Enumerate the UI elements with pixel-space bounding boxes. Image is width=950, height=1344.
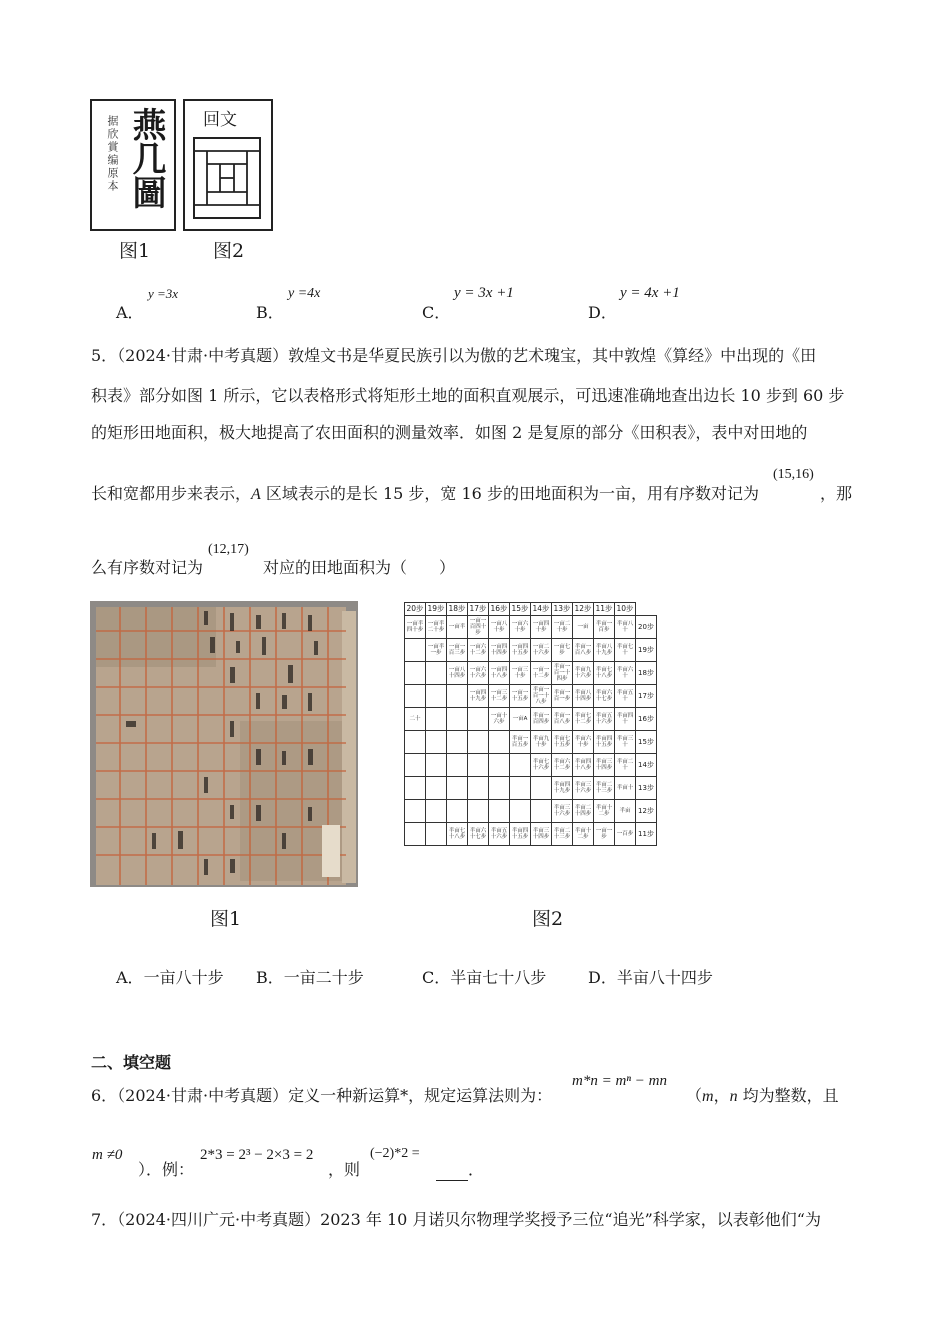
- table-cell: [531, 800, 552, 823]
- q6-answer-blank[interactable]: [436, 1162, 468, 1181]
- table-header-cell: 12步: [573, 603, 594, 616]
- table-cell: 半亩一百步: [594, 616, 615, 639]
- q5-line-2: 积表》部分如图 1 所示，它以表格形式将矩形土地的面积直观展示，可迅速准确地查出边长 10 步到 60 步: [91, 386, 845, 405]
- table-cell: 半亩九十六步: [573, 662, 594, 685]
- tianji-table: [404, 602, 657, 846]
- table-row-label: 20步: [636, 616, 657, 639]
- table-cell: 半亩一百四步: [531, 708, 552, 731]
- table-cell: 半亩六十二步: [552, 754, 573, 777]
- table-cell: [468, 708, 489, 731]
- table-cell: 一亩四十八步: [489, 662, 510, 685]
- table-row: [405, 754, 657, 777]
- table-row-label: 13步: [636, 777, 657, 800]
- fig2-huiwen: [183, 99, 273, 231]
- table-cell: [489, 754, 510, 777]
- table-cell: 半亩一百八步: [552, 708, 573, 731]
- table-cell: [447, 800, 468, 823]
- table-cell: 半亩一百一十四步: [552, 662, 573, 685]
- table-cell: [426, 685, 447, 708]
- table-header-cell: 15步: [510, 603, 531, 616]
- q5-option-d[interactable]: [588, 965, 713, 988]
- table-cell: 半亩一百八步: [573, 639, 594, 662]
- table-cell: [426, 800, 447, 823]
- q6-line-2a: ）．例：: [138, 1160, 195, 1179]
- fig1-caption-top: 图1: [119, 240, 151, 262]
- table-cell: 半亩六十七步: [594, 685, 615, 708]
- table-cell: 半亩六十步: [573, 731, 594, 754]
- table-header-row: [405, 603, 657, 616]
- table-row-label: 15步: [636, 731, 657, 754]
- q5-line-3: 的矩形田地面积，极大地提高了农田面积的测量效率．如图 2 是复原的部分《田积表》，表中对田地的: [91, 423, 808, 442]
- q6-ask: (−2)*2 =: [370, 1146, 420, 1161]
- table-cell: [468, 777, 489, 800]
- table-cell: 一亩半: [447, 616, 468, 639]
- text: （: [686, 1086, 703, 1105]
- option-text: 一亩二十步: [283, 968, 364, 987]
- table-cell: 一亩一百四十步: [468, 616, 489, 639]
- q4-option-b[interactable]: [256, 300, 284, 323]
- region-a-label: A: [251, 486, 261, 503]
- table-cell: 一亩十六步: [489, 708, 510, 731]
- table-cell: 一亩四十五步: [510, 639, 531, 662]
- option-label: C．: [422, 968, 451, 987]
- table-cell: 一亩一步: [594, 823, 615, 846]
- table-cell: [510, 777, 531, 800]
- table-cell: 半亩八十: [615, 616, 636, 639]
- table-row: [405, 639, 657, 662]
- table-cell: [405, 800, 426, 823]
- text: 区域表示的是长 15 步，宽 16 步的田地面积为一亩，用有序数对记为: [260, 484, 759, 503]
- table-cell: 半亩三十六步: [552, 800, 573, 823]
- pair-15-16: (15,16): [773, 467, 814, 482]
- table-header-cell: 10步: [615, 603, 636, 616]
- table-row-label: 11步: [636, 823, 657, 846]
- table-cell: [489, 731, 510, 754]
- table-cell: 半亩七十六步: [531, 754, 552, 777]
- option-text: 半亩八十四步: [616, 968, 713, 987]
- table-row-label: 17步: [636, 685, 657, 708]
- table-cell: 半亩七十八步: [447, 823, 468, 846]
- table-cell: 半亩七十: [615, 639, 636, 662]
- q6-example: 2*3 = 2³ − 2×3 = 2: [200, 1147, 314, 1163]
- option-text: 半亩七十八步: [450, 968, 547, 987]
- option-label: D．: [588, 303, 617, 322]
- text: 均为整数，且: [737, 1086, 839, 1105]
- table-row-label: 12步: [636, 800, 657, 823]
- fig1-title: 燕几圖: [126, 107, 166, 209]
- table-header-cell: 19步: [426, 603, 447, 616]
- table-cell: [405, 639, 426, 662]
- table-cell: 半亩七十五步: [552, 731, 573, 754]
- fig2-caption-top: 图2: [213, 240, 245, 262]
- table-cell: [426, 823, 447, 846]
- table-cell: [510, 800, 531, 823]
- table-cell: 半亩五十六步: [594, 708, 615, 731]
- option-label: C．: [422, 303, 451, 322]
- table-cell: 一亩一百三步: [447, 639, 468, 662]
- table-cell: 半亩七十二步: [573, 708, 594, 731]
- table-cell: [426, 754, 447, 777]
- table-row: [405, 823, 657, 846]
- table-cell: [468, 754, 489, 777]
- q4-option-b-expr: y =4x: [288, 286, 321, 301]
- table-cell: 半亩五十六步: [489, 823, 510, 846]
- fig1-side-text: 据欣賞编原本: [106, 115, 119, 193]
- table-cell: 半亩四十八步: [573, 754, 594, 777]
- table-cell: 半亩三十四步: [531, 823, 552, 846]
- table-row: [405, 685, 657, 708]
- option-text: 一亩八十步: [143, 968, 224, 987]
- table-cell: [405, 777, 426, 800]
- table-cell: 一亩七步: [552, 639, 573, 662]
- table-row-label: 14步: [636, 754, 657, 777]
- table-row: [405, 731, 657, 754]
- table-cell: 一亩四十步: [531, 616, 552, 639]
- table-cell: 一亩三十步: [510, 662, 531, 685]
- table-cell: 一百步: [615, 823, 636, 846]
- q4-option-c[interactable]: [422, 300, 450, 323]
- q6-line-2b: ，则: [328, 1160, 361, 1179]
- table-cell: 一亩半四十步: [405, 616, 426, 639]
- table-cell: 一亩一十二步: [531, 662, 552, 685]
- table-header-cell: 13步: [552, 603, 573, 616]
- table-cell: 半亩二十四步: [573, 800, 594, 823]
- q4-option-c-expr: y = 3x +1: [454, 285, 514, 301]
- table-cell: [405, 823, 426, 846]
- table-cell: [447, 731, 468, 754]
- table-cell: 半亩八十九步: [594, 639, 615, 662]
- table-cell: [405, 685, 426, 708]
- table-cell: 半亩二十三步: [594, 777, 615, 800]
- table-row: [405, 777, 657, 800]
- table-cell: 半亩五十: [615, 685, 636, 708]
- text: ，: [713, 1086, 730, 1105]
- table-cell: 半亩一百一十八步: [531, 685, 552, 708]
- option-label: A．: [116, 303, 144, 322]
- table-cell: 半亩十二步: [594, 800, 615, 823]
- q6-line-1-end: [686, 1088, 839, 1105]
- table-cell: 一亩A: [510, 708, 531, 731]
- pair-12-17: (12,17): [208, 542, 249, 557]
- option-label: B．: [256, 303, 284, 322]
- section-heading: 二、填空题: [91, 1053, 172, 1072]
- table-cell: 半亩: [615, 800, 636, 823]
- q4-option-a[interactable]: [116, 300, 144, 323]
- table-cell: [426, 662, 447, 685]
- table-cell: 一亩半二十步: [426, 616, 447, 639]
- q6-line-1: 6．（2024·甘肃·中考真题）定义一种新运算*，规定运算法则为：: [91, 1086, 553, 1105]
- table-row: [405, 708, 657, 731]
- q5-option-a[interactable]: [116, 965, 224, 988]
- table-row: [405, 800, 657, 823]
- q7-line-1: 7．（2024·四川广元·中考真题）2023 年 10 月诺贝尔物理学奖授予三位“追光”科学家，以表彰他们“为: [91, 1210, 821, 1229]
- q5-line-5: 么有序数对记为: [91, 558, 204, 577]
- table-cell: 一亩六十步: [510, 616, 531, 639]
- fig2-pattern: [193, 137, 261, 219]
- text: 长和宽都用步来表示，: [91, 484, 252, 503]
- table-cell: 一亩八十步: [489, 616, 510, 639]
- q5-line-4-end: ，那: [820, 484, 853, 503]
- table-row: [405, 662, 657, 685]
- table-header-cell: 11步: [594, 603, 615, 616]
- table-cell: 半亩六十: [615, 662, 636, 685]
- table-cell: [447, 754, 468, 777]
- table-cell: 一亩四十四步: [489, 639, 510, 662]
- table-cell: [405, 731, 426, 754]
- table-cell: 半亩三十: [615, 731, 636, 754]
- q5-fig2-caption: 图2: [532, 908, 564, 930]
- q6-rule: m*n = mⁿ − mn: [572, 1073, 667, 1089]
- option-label: A．: [116, 968, 144, 987]
- table-cell: [447, 708, 468, 731]
- table-cell: 一亩八十四步: [447, 662, 468, 685]
- table-row-label: 16步: [636, 708, 657, 731]
- table-cell: 一亩六十二步: [468, 639, 489, 662]
- table-cell: [447, 685, 468, 708]
- table-cell: 二十: [405, 708, 426, 731]
- table-cell: 半亩四十五步: [594, 731, 615, 754]
- table-cell: 半亩一百五步: [510, 731, 531, 754]
- table-cell: 半亩四十五步: [510, 823, 531, 846]
- table-header-cell: 18步: [447, 603, 468, 616]
- option-label: D．: [588, 968, 617, 987]
- table-cell: [531, 777, 552, 800]
- table-cell: [447, 777, 468, 800]
- q6-condition: m ≠0: [92, 1147, 123, 1163]
- q5-line-4: [91, 486, 759, 503]
- table-cell: [468, 731, 489, 754]
- table-cell: 一亩六十六步: [468, 662, 489, 685]
- table-cell: 半亩十: [615, 777, 636, 800]
- table-header-cell: 17步: [468, 603, 489, 616]
- q5-line-5-end: 对应的田地面积为（ ）: [263, 558, 456, 577]
- table-row-label: 18步: [636, 662, 657, 685]
- table-cell: [510, 754, 531, 777]
- table-cell: 一亩一十五步: [510, 685, 531, 708]
- table-row: [405, 616, 657, 639]
- table-cell: 半亩三十六步: [573, 777, 594, 800]
- table-cell: 半亩九十步: [531, 731, 552, 754]
- table-cell: 一亩三十二步: [489, 685, 510, 708]
- table-cell: [489, 777, 510, 800]
- fig1-book-cover: [90, 99, 176, 231]
- option-label: B．: [256, 968, 284, 987]
- q5-fig1-caption: 图1: [210, 908, 242, 930]
- table-cell: 一亩半一步: [426, 639, 447, 662]
- table-header-cell: 14步: [531, 603, 552, 616]
- table-cell: 半亩四十九步: [552, 777, 573, 800]
- table-cell: 半亩四十: [615, 708, 636, 731]
- table-header-cell: 20步: [405, 603, 426, 616]
- q5-line-1: 5．（2024·甘肃·中考真题）敦煌文书是华夏民族引以为傲的艺术瑰宝，其中敦煌《算经》中出现的《田: [91, 346, 817, 365]
- table-cell: [426, 777, 447, 800]
- table-cell: [426, 708, 447, 731]
- fig2-title: 回文: [203, 110, 237, 130]
- table-cell: [489, 800, 510, 823]
- table-cell: 半亩六十七步: [468, 823, 489, 846]
- table-cell: [405, 754, 426, 777]
- table-cell: 半亩十二步: [573, 823, 594, 846]
- q5-option-c[interactable]: [422, 965, 546, 988]
- q5-option-b[interactable]: [256, 965, 364, 988]
- table-cell: 半亩二十三步: [552, 823, 573, 846]
- table-cell: [405, 662, 426, 685]
- table-cell: 半亩一百一步: [552, 685, 573, 708]
- q4-option-d[interactable]: [588, 300, 617, 323]
- table-row-label: 19步: [636, 639, 657, 662]
- q4-option-d-expr: y = 4x +1: [620, 285, 680, 301]
- var-m: m: [702, 1088, 714, 1105]
- table-cell: 半亩八十四步: [573, 685, 594, 708]
- table-cell: 一亩二十六步: [531, 639, 552, 662]
- table-cell: 一亩二十步: [552, 616, 573, 639]
- q6-line-2c: ．: [468, 1160, 485, 1179]
- table-cell: 半亩七十八步: [594, 662, 615, 685]
- var-n: n: [729, 1088, 738, 1105]
- table-cell: 半亩三十四步: [594, 754, 615, 777]
- table-cell: 一亩四十九步: [468, 685, 489, 708]
- table-header-cell: 16步: [489, 603, 510, 616]
- q4-option-a-expr: y =3x: [148, 286, 179, 301]
- table-cell: 一亩: [573, 616, 594, 639]
- table-cell: [468, 800, 489, 823]
- table-cell: 半亩二十: [615, 754, 636, 777]
- table-cell: [426, 731, 447, 754]
- dunhuang-manuscript-photo: [90, 601, 358, 887]
